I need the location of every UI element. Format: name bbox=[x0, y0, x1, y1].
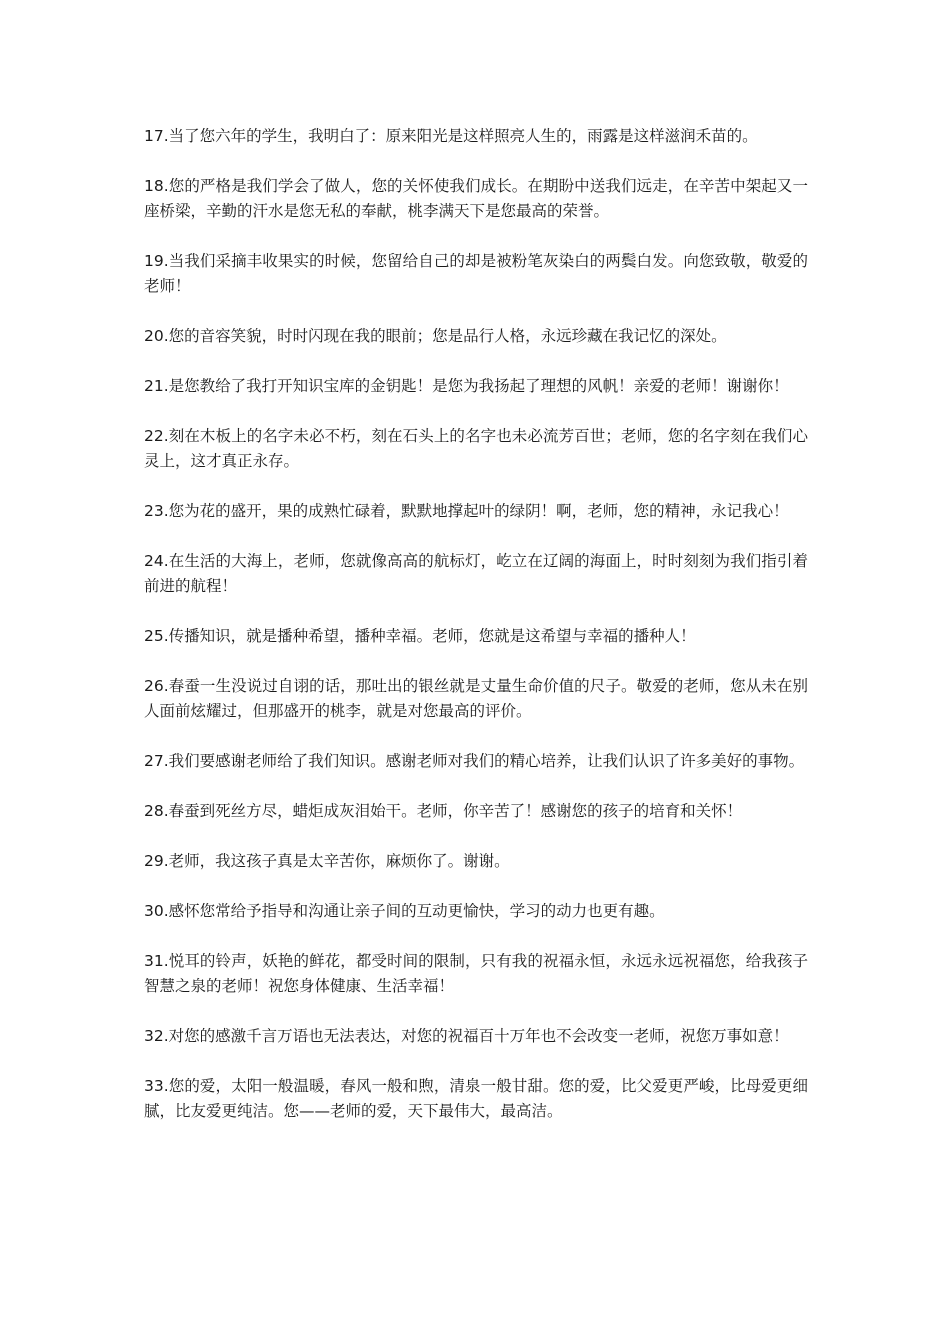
paragraph-32: 32.对您的感激千言万语也无法表达，对您的祝福百十万年也不会改变一老师，祝您万事如意！ bbox=[144, 1027, 789, 1045]
paragraph-29: 29.老师，我这孩子真是太辛苦你，麻烦你了。谢谢。 bbox=[144, 852, 510, 870]
document-body bbox=[144, 124, 808, 1149]
paragraph-20: 20.您的音容笑貌，时时闪现在我的眼前；您是品行人格，永远珍藏在我记忆的深处。 bbox=[144, 327, 727, 345]
paragraph-17: 17.当了您六年的学生，我明白了：原来阳光是这样照亮人生的，雨露是这样滋润禾苗的。 bbox=[144, 127, 758, 145]
paragraph-33: 33.您的爱，太阳一般温暖，春风一般和煦，清泉一般甘甜。您的爱，比父爱更严峻，比母爱更细腻，比友爱更纯洁。您——老师的爱，天下最伟大，最高洁。 bbox=[144, 1077, 808, 1120]
paragraph-23: 23.您为花的盛开，果的成熟忙碌着，默默地撑起叶的绿阴！啊，老师，您的精神，永记我心！ bbox=[144, 502, 789, 520]
paragraph-19: 19.当我们采摘丰收果实的时候，您留给自己的却是被粉笔灰染白的两鬓白发。向您致敬，敬爱的老师！ bbox=[144, 252, 808, 295]
paragraph-28: 28.春蚕到死丝方尽，蜡炬成灰泪始干。老师，你辛苦了！感谢您的孩子的培育和关怀！ bbox=[144, 802, 743, 820]
paragraph-22: 22.刻在木板上的名字未必不朽，刻在石头上的名字也未必流芳百世；老师，您的名字刻在我们心灵上，这才真正永存。 bbox=[144, 427, 808, 470]
paragraph-25: 25.传播知识，就是播种希望，播种幸福。老师，您就是这希望与幸福的播种人！ bbox=[144, 627, 696, 645]
paragraph-18: 18.您的严格是我们学会了做人，您的关怀使我们成长。在期盼中送我们远走，在辛苦中架起又一座桥梁，辛勤的汗水是您无私的奉献，桃李满天下是您最高的荣誉。 bbox=[144, 177, 808, 220]
paragraph-21: 21.是您教给了我打开知识宝库的金钥匙！是您为我扬起了理想的风帆！亲爱的老师！谢谢你！ bbox=[144, 377, 789, 395]
paragraph-24: 24.在生活的大海上，老师，您就像高高的航标灯，屹立在辽阔的海面上，时时刻刻为我们指引着前进的航程！ bbox=[144, 552, 808, 595]
paragraph-30: 30.感怀您常给予指导和沟通让亲子间的互动更愉快，学习的动力也更有趣。 bbox=[144, 902, 665, 920]
paragraph-31: 31.悦耳的铃声，妖艳的鲜花，都受时间的限制，只有我的祝福永恒，永远永远祝福您，给我孩子智慧之泉的老师！祝您身体健康、生活幸福！ bbox=[144, 952, 808, 995]
paragraph-27: 27.我们要感谢老师给了我们知识。感谢老师对我们的精心培养，让我们认识了许多美好的事物。 bbox=[144, 752, 805, 770]
paragraph-26: 26.春蚕一生没说过自诩的话，那吐出的银丝就是丈量生命价值的尺子。敬爱的老师，您从未在别人面前炫耀过，但那盛开的桃李，就是对您最高的评价。 bbox=[144, 677, 808, 720]
